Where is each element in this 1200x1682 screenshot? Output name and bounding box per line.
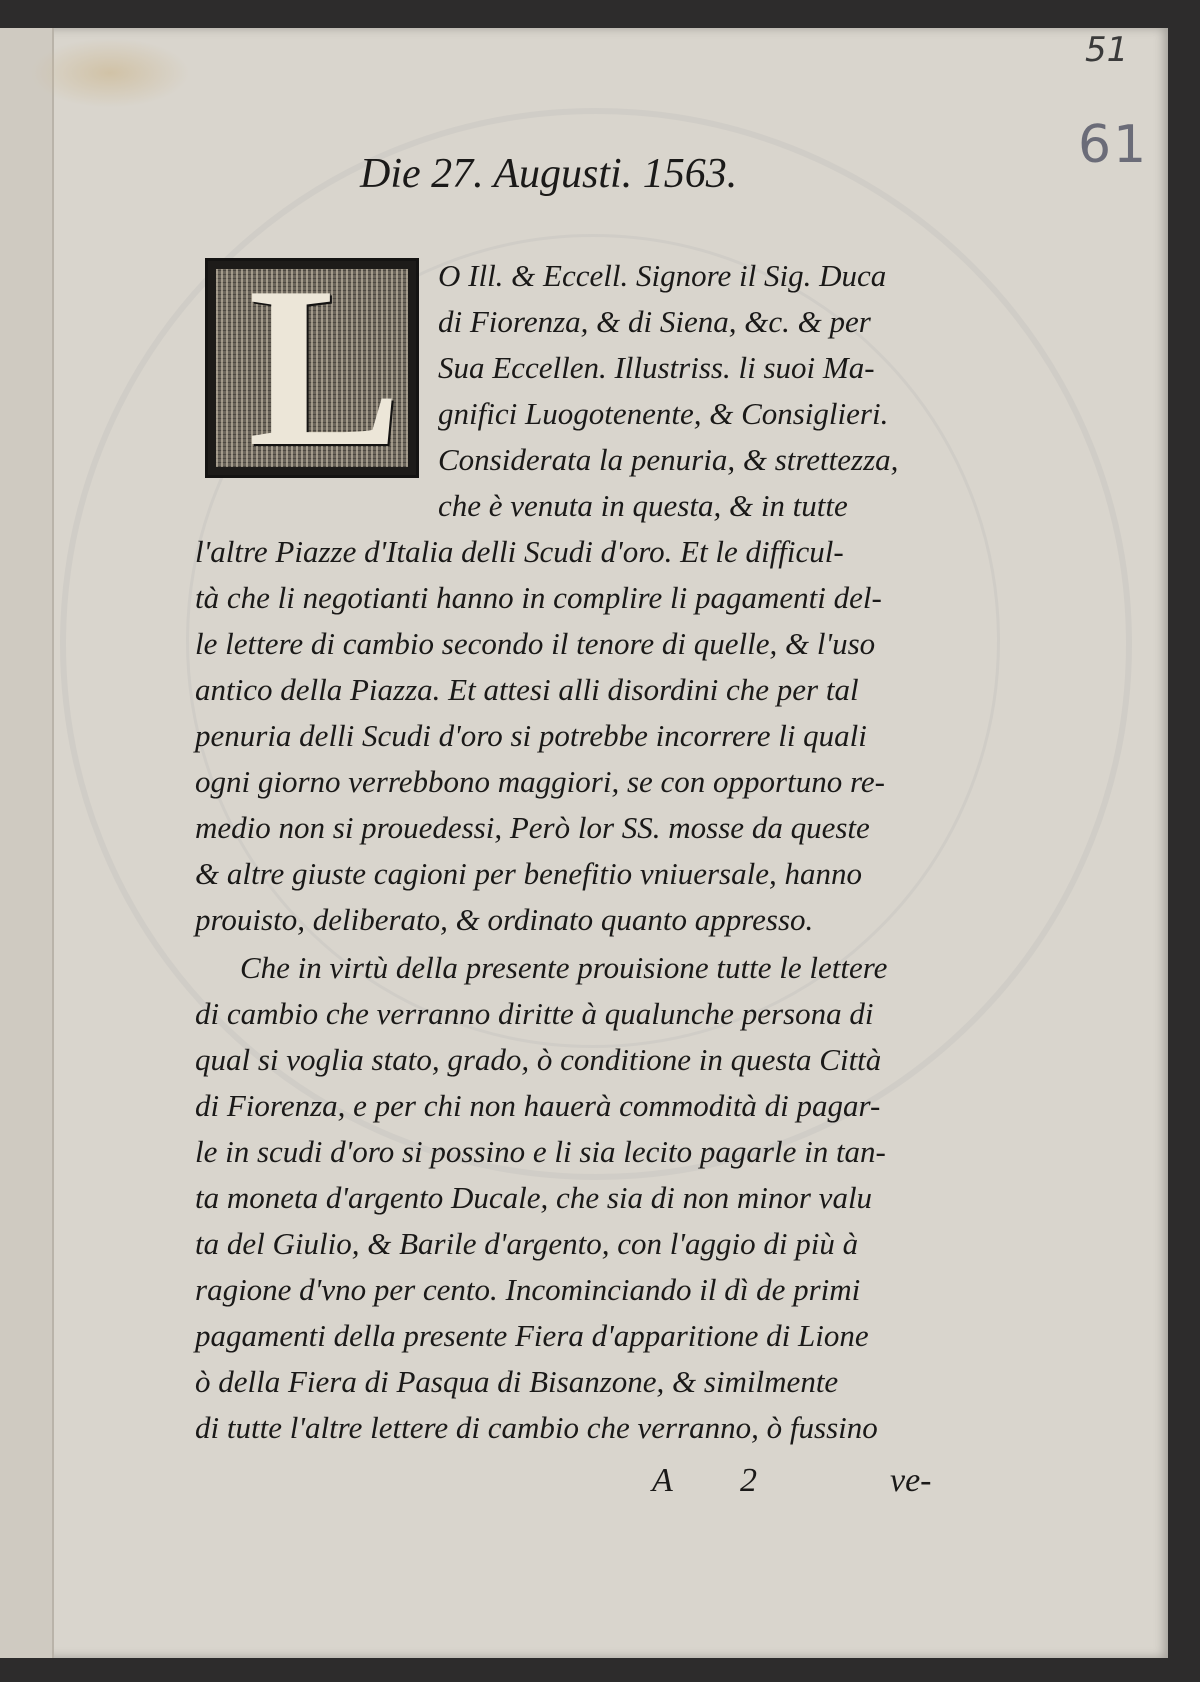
text-line: le lettere di cambio secondo il tenore di quelle, & l'uso (195, 626, 876, 661)
text-line: O Ill. & Eccell. Signore il Sig. Duca (438, 258, 887, 293)
signature-number: 2 (740, 1462, 757, 1499)
text-line: di cambio che verranno diritte à qualunche persona di (195, 996, 874, 1031)
text-line: tà che li negotianti hanno in complire li pagamenti del- (195, 580, 882, 615)
text-line: di Fiorenza, e per chi non hauerà commodità di pagar- (195, 1088, 881, 1123)
text-line: & altre giuste cagioni per benefitio vniuersale, hanno (195, 856, 862, 891)
text-line: l'altre Piazze d'Italia delli Scudi d'oro. Et le difficul- (195, 534, 844, 569)
binding-margin (0, 28, 54, 1658)
catchword: ve- (890, 1462, 932, 1499)
folio-number: 51 (1085, 30, 1129, 70)
text-line: ogni giorno verrebbono maggiori, se con opportuno re- (195, 764, 885, 799)
text-line: gnifici Luogotenente, & Consiglieri. (438, 396, 889, 431)
text-line: di tutte l'altre lettere di cambio che verranno, ò fussino (195, 1410, 878, 1445)
decorated-initial (205, 239, 419, 494)
text-line: ta del Giulio, & Barile d'argento, con l'aggio di più à (195, 1226, 859, 1261)
paper-stain (30, 38, 190, 108)
signature-mark: A (652, 1462, 673, 1499)
text-line: le in scudi d'oro si possino e li sia lecito pagarle in tan- (195, 1134, 886, 1169)
text-line: penuria delli Scudi d'oro si potrebbe incorrere li quali (195, 718, 867, 753)
text-line: antico della Piazza. Et attesi alli disordini che per tal (195, 672, 859, 707)
text-line: che è venuta in questa, & in tutte (438, 488, 848, 523)
text-line: medio non si prouedessi, Però lor SS. mosse da queste (195, 810, 870, 845)
text-line: ragione d'vno per cento. Incominciando il dì de primi (195, 1272, 861, 1307)
text-line: prouisto, deliberato, & ordinato quanto appresso. (195, 902, 814, 937)
text-line: pagamenti della presente Fiera d'apparitione di Lione (195, 1318, 869, 1353)
text-line: Sua Eccellen. Illustriss. li suoi Ma- (438, 350, 875, 385)
initial-letter: L (248, 239, 402, 494)
text-line: ta moneta d'argento Ducale, che sia di non minor valu (195, 1180, 873, 1215)
date-heading: Die 27. Augusti. 1563. (360, 151, 738, 197)
text-line: qual si voglia stato, grado, ò conditione in questa Città (195, 1042, 882, 1077)
text-line: di Fiorenza, & di Siena, &c. & per (438, 304, 871, 339)
text-line: Considerata la penuria, & strettezza, (438, 442, 899, 477)
folio-stamp: 61 (1078, 115, 1149, 175)
text-line: ò della Fiera di Pasqua di Bisanzone, & similmente (195, 1364, 839, 1399)
text-line: Che in virtù della presente prouisione tutte le lettere (240, 950, 888, 985)
